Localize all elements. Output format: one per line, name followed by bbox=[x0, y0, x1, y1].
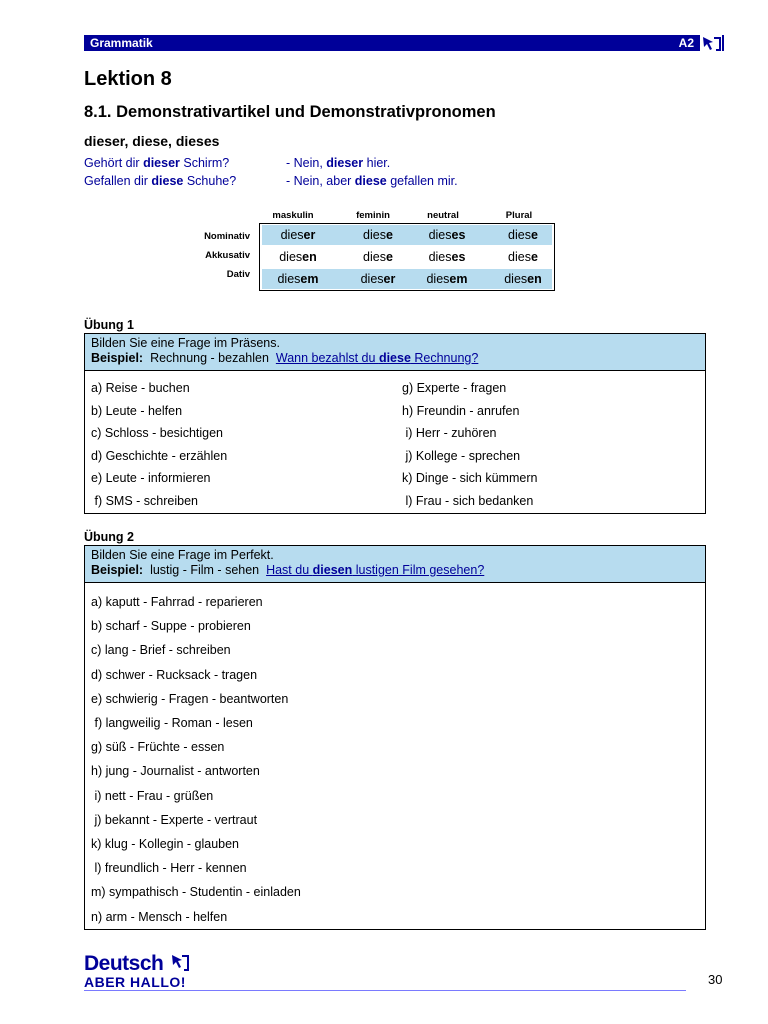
ubung1-example-answer[interactable]: Wann bezahlst du diese Rechnung? bbox=[275, 351, 479, 365]
ubung1-header bbox=[85, 334, 705, 371]
exercise-item: a) Reise - buchen bbox=[91, 381, 190, 395]
ubung2-example: Beispiel: lustig - Film - sehen Hast du diesen lustigen Film gesehen? bbox=[91, 563, 485, 577]
exercise-item: j) bekannt - Experte - vertraut bbox=[91, 812, 258, 827]
exercise-item: e) Leute - informieren bbox=[91, 471, 211, 485]
exercise-item: h) jung - Journalist - antworten bbox=[91, 764, 260, 779]
section-title: 8.1. Demonstrativartikel und Demonstrativpronomen bbox=[84, 103, 496, 121]
exercise-item: c) lang - Brief - schreiben bbox=[91, 643, 231, 658]
ubung2-example-answer[interactable]: Hast du diesen lustigen Film gesehen? bbox=[266, 563, 485, 577]
column-header-feminin: feminin bbox=[356, 210, 390, 221]
table-cell: diesem bbox=[277, 272, 319, 286]
column-header-plural: Plural bbox=[505, 210, 533, 221]
exercise-item: k) Dinge - sich kümmern bbox=[402, 471, 538, 485]
table-cell: dieses bbox=[428, 250, 466, 264]
column-header-maskulin: maskulin bbox=[272, 210, 314, 221]
header-level: A2 bbox=[678, 36, 694, 50]
exercise-item: n) arm - Mensch - helfen bbox=[91, 909, 228, 924]
exercise-item: b) scharf - Suppe - probieren bbox=[91, 619, 251, 634]
header-section: Grammatik bbox=[90, 36, 153, 50]
case-label-nominativ: Nominativ bbox=[204, 231, 250, 242]
exercise-item: g) Experte - fragen bbox=[402, 381, 507, 395]
footer-divider bbox=[84, 990, 686, 991]
ubung1-box bbox=[84, 333, 706, 514]
exercise-item: h) Freundin - anrufen bbox=[402, 403, 520, 418]
exercise-item: i) Herr - zuhören bbox=[402, 426, 497, 440]
case-label-akkusativ: Akkusativ bbox=[205, 250, 250, 261]
exercise-item: c) Schloss - besichtigen bbox=[91, 426, 224, 440]
table-cell: dieser bbox=[360, 272, 396, 286]
table-cell: diese bbox=[363, 250, 393, 264]
header-bar bbox=[84, 35, 724, 51]
exercise-item: j) Kollege - sprechen bbox=[402, 448, 521, 463]
exercise-item: l) Frau - sich bedanken bbox=[402, 493, 534, 508]
exercise-item: i) nett - Frau - grüßen bbox=[91, 788, 214, 803]
sub-title: dieser, diese, dieses bbox=[84, 133, 220, 149]
example-answer-2: - Nein, aber diese gefallen mir. bbox=[286, 174, 458, 188]
ubung2-label: Übung 2 bbox=[84, 530, 134, 544]
exercise-item: m) sympathisch - Studentin - einladen bbox=[91, 885, 301, 900]
table-cell: diese bbox=[508, 228, 538, 242]
exercise-item: g) süß - Früchte - essen bbox=[91, 740, 225, 755]
footer-brand-tagline: ABER HALLO! bbox=[84, 974, 186, 990]
ubung1-example: Beispiel: Rechnung - bezahlen Wann bezahlst du diese Rechnung? bbox=[91, 351, 479, 365]
table-row-dativ bbox=[262, 269, 552, 289]
exercise-item: f) langweilig - Roman - lesen bbox=[91, 716, 253, 730]
table-row-nominativ bbox=[262, 225, 552, 245]
lesson-title: Lektion 8 bbox=[84, 68, 172, 90]
column-header-neutral: neutral bbox=[427, 210, 459, 221]
exercise-item: k) klug - Kollegin - glauben bbox=[91, 837, 239, 851]
ubung1-instruction: Bilden Sie eine Frage im Präsens. bbox=[91, 336, 280, 350]
footer-brand-deutsch: Deutsch bbox=[84, 952, 164, 975]
ubung1-label: Übung 1 bbox=[84, 318, 134, 332]
table-cell: diese bbox=[363, 228, 393, 242]
example-question-2: Gefallen dir diese Schuhe? bbox=[84, 174, 237, 188]
cursor-logo-icon bbox=[700, 34, 722, 52]
declension-table bbox=[259, 223, 555, 291]
table-row-akkusativ bbox=[262, 247, 552, 267]
case-label-dativ: Dativ bbox=[226, 269, 250, 280]
exercise-item: f) SMS - schreiben bbox=[91, 493, 198, 508]
exercise-item: d) schwer - Rucksack - tragen bbox=[91, 667, 258, 682]
table-cell: diese bbox=[508, 250, 538, 264]
example-question-1: Gehört dir dieser Schirm? bbox=[84, 156, 230, 170]
exercise-item: b) Leute - helfen bbox=[91, 403, 183, 418]
example-answer-1: - Nein, dieser hier. bbox=[286, 156, 391, 170]
table-cell: dieser bbox=[280, 228, 316, 242]
exercise-item: d) Geschichte - erzählen bbox=[91, 448, 228, 463]
table-cell: diesen bbox=[279, 250, 317, 264]
page-number: 30 bbox=[708, 972, 723, 987]
table-cell: dieses bbox=[428, 228, 466, 242]
ubung2-instruction: Bilden Sie eine Frage im Perfekt. bbox=[91, 548, 274, 562]
exercise-item: a) kaputt - Fahrrad - reparieren bbox=[91, 595, 263, 609]
ubung2-header bbox=[85, 546, 705, 583]
exercise-item: e) schwierig - Fragen - beantworten bbox=[91, 691, 289, 706]
table-cell: diesen bbox=[504, 272, 542, 286]
table-cell: diesem bbox=[426, 272, 468, 286]
exercise-item: l) freundlich - Herr - kennen bbox=[91, 861, 247, 876]
